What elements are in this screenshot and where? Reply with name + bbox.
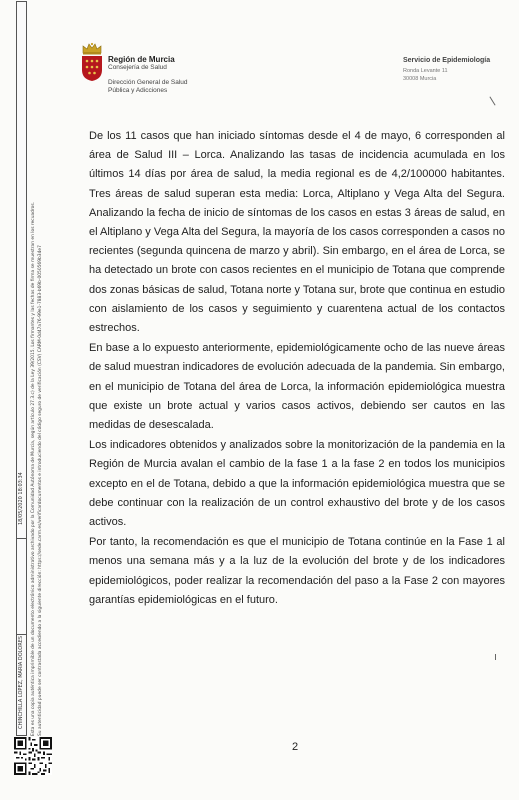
signature-verification-strip xyxy=(12,0,76,736)
department-line-2: Pública y Adicciones xyxy=(108,87,168,94)
signer-name: CHINCHILLA LOPEZ, MARIA DOLORES xyxy=(18,635,24,729)
brand-subtitle: Consejería de Salud xyxy=(108,64,167,71)
service-title: Servicio de Epidemiología xyxy=(403,57,491,64)
department-line-1: Dirección General de Salud xyxy=(108,79,188,86)
service-address-line-1: Ronda Levante 11 xyxy=(403,68,448,74)
divider xyxy=(17,634,26,635)
qr-code-icon[interactable] xyxy=(14,737,52,775)
divider xyxy=(17,538,26,539)
paragraph-case-analysis: De los 11 casos que han iniciado síntomas desde el 4 de mayo, 6 corresponden al área de Salud III – Lorca. Analizando las tasas de incidencia acumulada en los últimos 14 días por área de salud, la media regional es de 4,2/100000 habitantes. Tres áreas de salud superan esta media: Lorca, Altiplano y Vega Alta del Segura. Analizando la fecha de inicio de síntomas de los casos en estas 3 áreas de salud, en el Altiplano y Vega Alta del Segura, la mayoría de los casos corresponden a casos no recientes (segunda quincena de marzo y abril). Sin embargo, en el área de Lorca, se ha detectado un brote con casos recientes en el municipio de Totana que comprende dos zonas básicas de salud, Totana norte y Totana sur, brote que continua en estudio con aislamiento de los casos y seguimiento y cuarentena actual de los contactos estrechos. xyxy=(89,130,505,335)
signature-date: 18/05/2020 18:03:34 xyxy=(18,472,24,525)
page-number: 2 xyxy=(292,741,299,753)
scan-mark xyxy=(489,96,495,105)
scan-mark xyxy=(495,654,496,660)
report-body xyxy=(89,127,505,611)
region-coat-of-arms-logo xyxy=(80,42,104,82)
brand-name: Región de Murcia xyxy=(108,55,175,64)
shield-icon xyxy=(82,56,102,81)
paragraph-phase-change: Los indicadores obtenidos y analizados sobre la monitorización de la pandemia en la Región de Murcia avalan el cambio de la fase 1 a la fase 2 en todos los municipios excepto en el de Totana, debido a que la información epidemiológica muestra que se debe continuar con la realización de un control exhaustivo del brote y de los casos activos. xyxy=(89,439,505,529)
verification-notice: Su autenticidad puede ser contrastada accediendo a la siguiente dirección: https://sede.carm.es/verificardocumentos e introduciendo del código seguro de verificación (CSV) CARM-0d47a76-99e1-7883-b69b-0050569b34e7 xyxy=(38,245,43,736)
service-address-line-2: 30008 Murcia xyxy=(403,76,437,82)
paragraph-epidemiological-assessment: En base a lo expuesto anteriormente, epidemiológicamente ocho de las nueve áreas de salud muestran indicadores de evolución adecuada de la pandemia. Sin embargo, en el municipio de Totana del área de Lorca, la información epidemiológica muestra que existe un brote actual y varios casos activos, debiendo ser cautos en las medidas de desescalada. xyxy=(89,342,505,432)
crown-icon xyxy=(83,43,101,55)
authenticity-notice: Esta es una copia auténtica imprimible de un documento electrónico administrativo archivado por la Comunidad Autónoma de Murcia, según artículo 27.3.c) de la Ley 39/2015. Los firmantes y las fechas de firma se muestran en los recuadros. xyxy=(31,201,36,736)
signature-box xyxy=(16,1,27,736)
paragraph-recommendation: Por tanto, la recomendación es que el municipio de Totana continúe en la Fase 1 al menos una semana más y a la luz de la evolución del brote y de los indicadores epidemiológicos, poder realizar la recomendación del paso a la Fase 2 con mayores garantías epidemiológicas en el futuro. xyxy=(89,536,505,606)
